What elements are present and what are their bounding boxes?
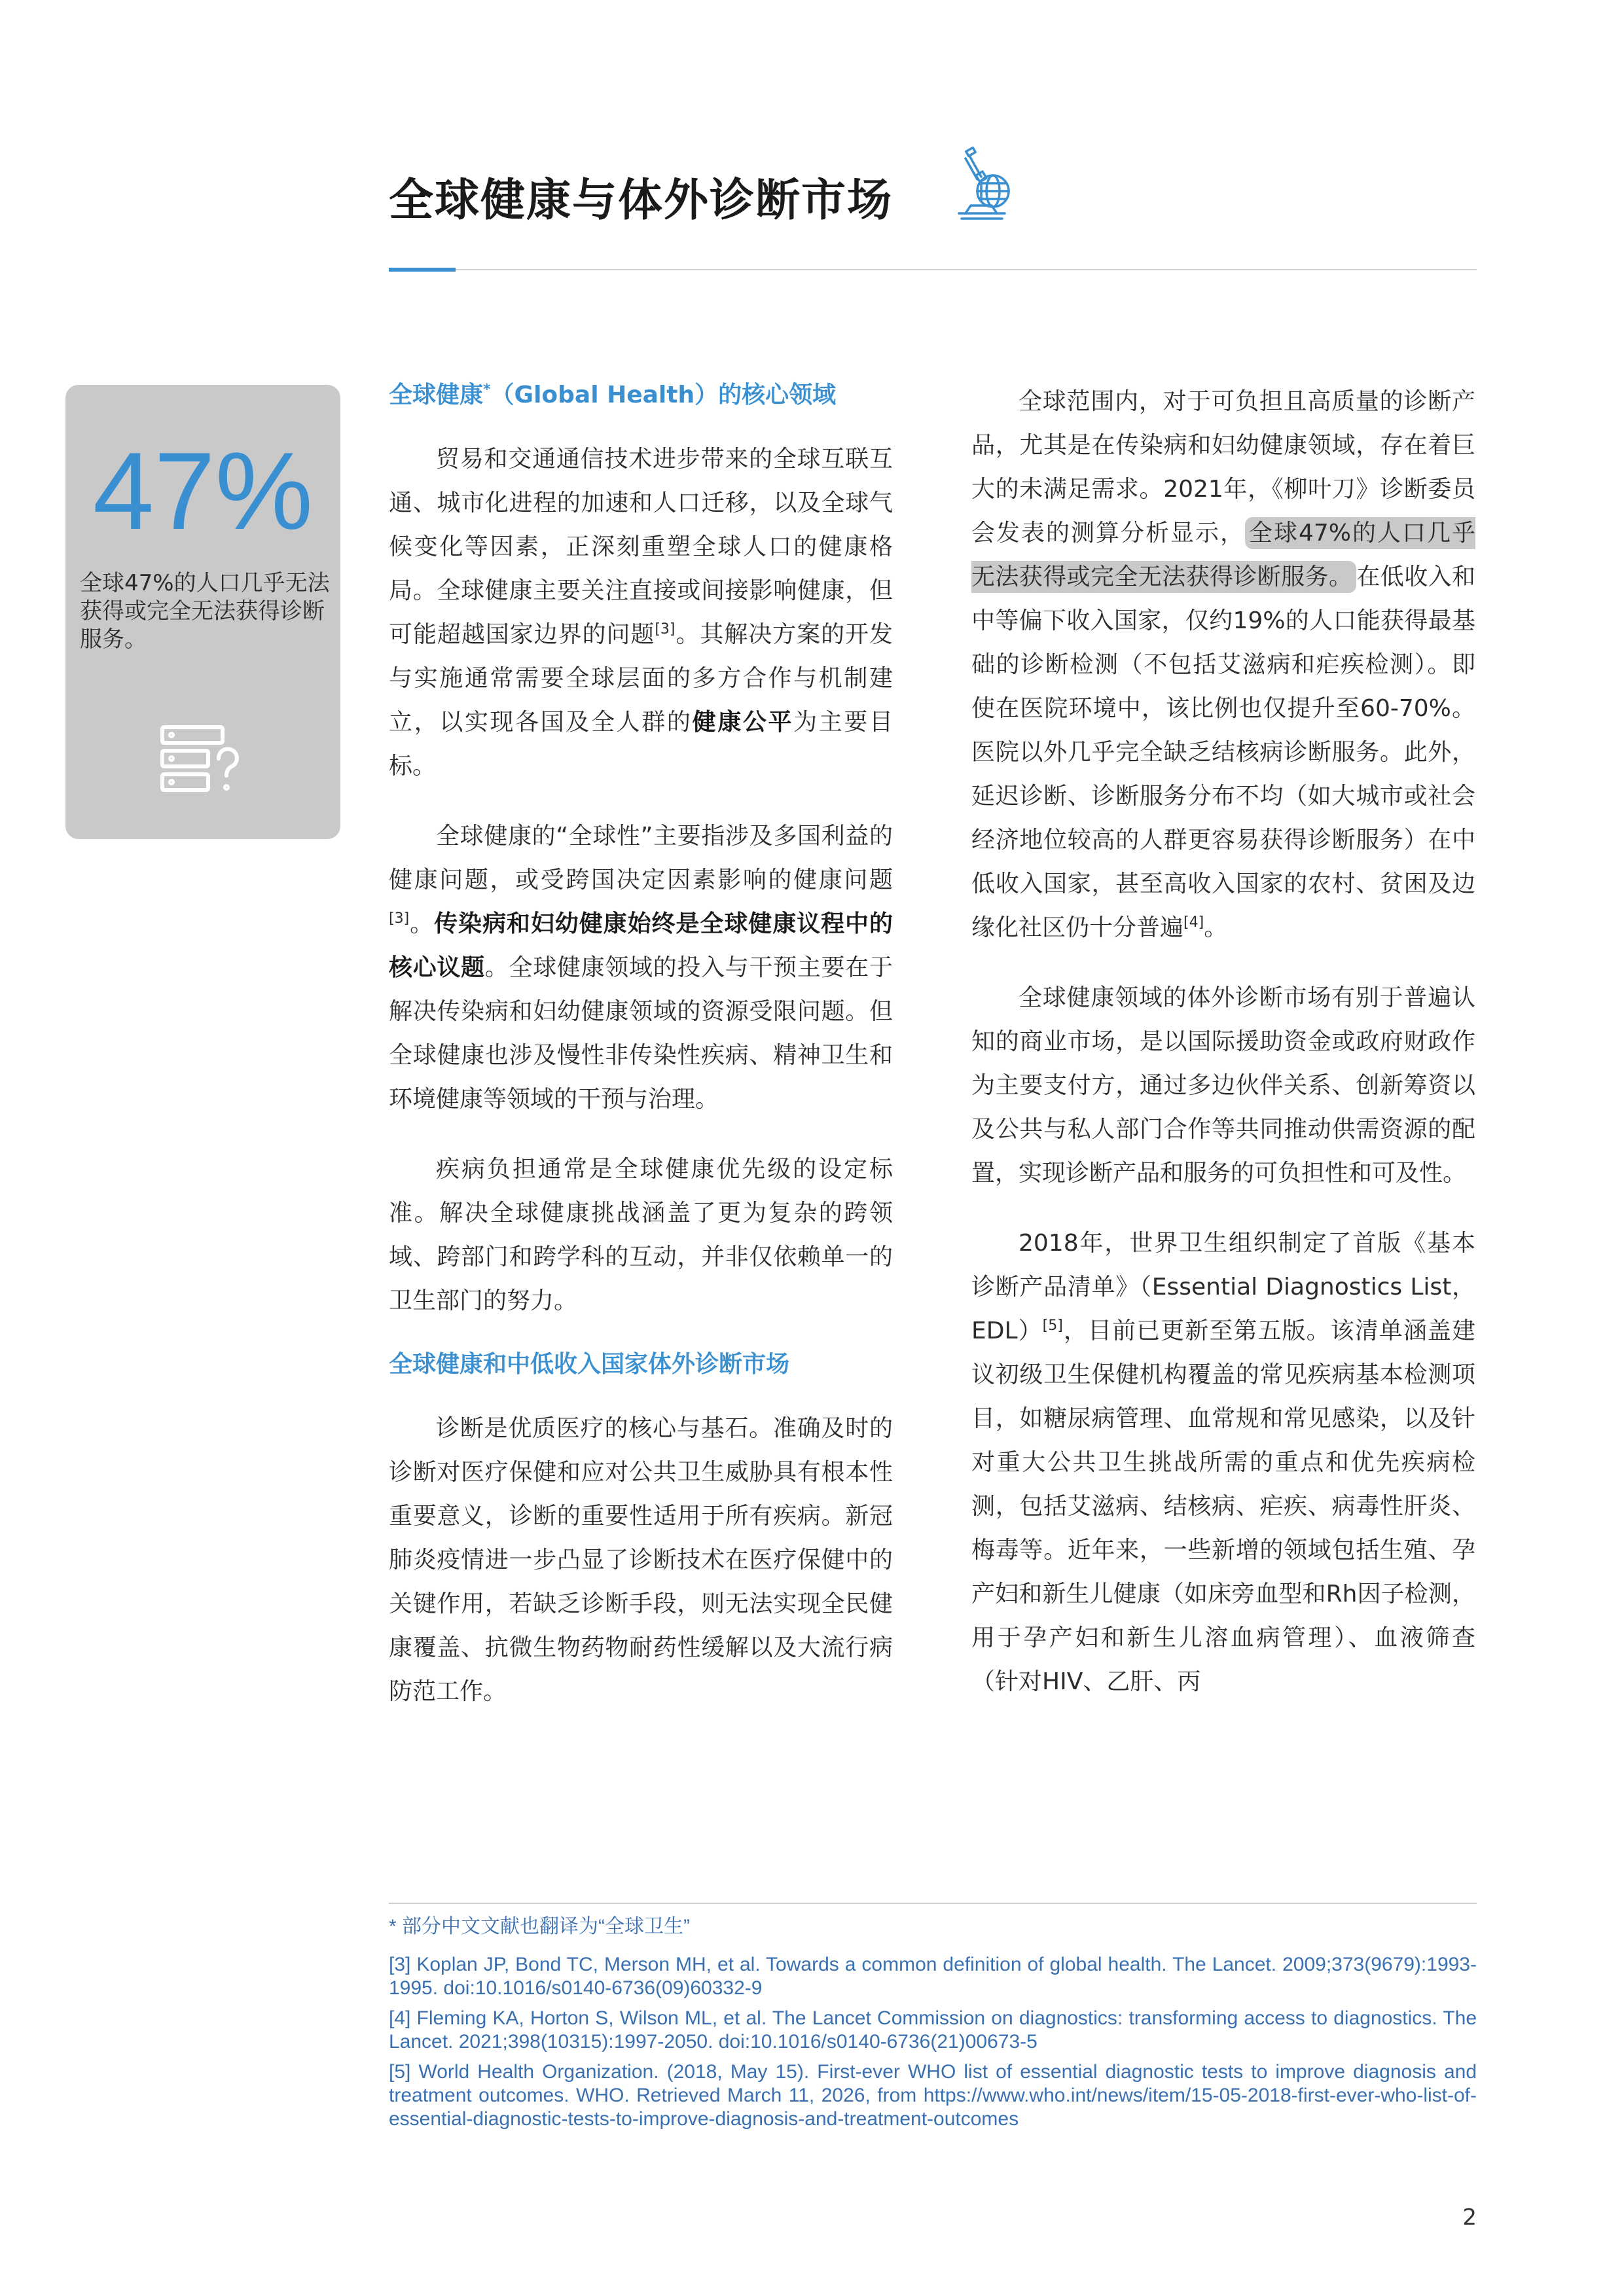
- footnote-star: * 部分中文文献也翻译为“全球卫生”: [389, 1916, 690, 1937]
- section-heading-global-health: 全球健康*（Global Health）的核心领域: [389, 382, 837, 408]
- paragraph: 全球范围内，对于可负担且高质量的诊断产品，尤其是在传染病和妇幼健康领域，存在着巨大的未满足需求。2021年，《柳叶刀》诊断委员会发表的测算分析显示， 全球47%的人口几乎无法获得或完全无法获得诊断服务。 在低收入和中等偏下收入国家，仅约19%的人口能获得最基础的诊断检测（不包括艾滋病和疟疾检测）。即使在医院环境中，该比例也仅提升至60-70%。医院以外几乎完全缺乏结核病诊断服务。此外，延迟诊断、诊断服务分布不均（如大城市或社会经济地位较高的人群更容易获得诊断服务）在中低收入国家，甚至高收入国家的农村、贫困及边缘化社区仍十分普遍[4]。: [971, 388, 1475, 941]
- paragraph: 诊断是优质医疗的核心与基石。准确及时的诊断对医疗保健和应对公共卫生威胁具有根本性重要意义，诊断的重要性适用于所有疾病。新冠肺炎疫情进一步凸显了诊断技术在医疗保健中的关键作用，若缺乏诊断手段，则无法实现全民健康覆盖、抗微生物药物耐药性缓解以及大流行病防范工作。: [389, 1415, 893, 1705]
- paragraph: 全球健康领域的体外诊断市场有别于普遍认知的商业市场，是以国际援助资金或政府财政作为主要支付方，通过多边伙伴关系、创新筹资以及公共与私人部门合作等共同推动供需资源的配置，实现诊断产品和服务的可负担性和可及性。: [971, 984, 1475, 1187]
- citation: [3]: [655, 621, 676, 637]
- highlighted-statistic: 全球47%的人口几乎无法获得或完全无法获得诊断服务。: [971, 517, 1475, 593]
- citation: [4]: [1183, 914, 1204, 931]
- page-title: 全球健康与体外诊断市场: [389, 175, 893, 226]
- right-column: [971, 380, 1475, 1730]
- stat-number: 47%: [92, 429, 314, 552]
- paragraph: 疾病负担通常是全球健康优先级的设定标准。解决全球健康挑战涵盖了更为复杂的跨领域、跨部门和跨学科的互动，并非仅依赖单一的卫生部门的努力。: [389, 1156, 893, 1314]
- citation: [5]: [1042, 1318, 1063, 1334]
- footnote-ref-3: [3] Koplan JP, Bond TC, Merson MH, et al. Towards a common definition of global health. The Lancet. 2009;373(9679):1993-1995. doi:10.1016/s0140-6736(09)60332-9: [389, 1954, 1477, 1999]
- left-column: [389, 380, 893, 1740]
- stat-card: [65, 385, 340, 839]
- footnote-divider: [389, 1903, 1477, 1904]
- paragraph: 2018年，世界卫生组织制定了首版《基本诊断产品清单》（Essential Diagnostics List，EDL）[5]，目前已更新至第五版。该清单涵盖建议初级卫生保健机构覆盖的常见疾病基本检测项目，如糖尿病管理、血常规和常见感染，以及针对重大公共卫生挑战所需的重点和优先疾病检测，包括艾滋病、结核病、疟疾、病毒性肝炎、梅毒等。近年来，一些新增的领域包括生殖、孕产妇和新生儿健康（如床旁血型和Rh因子检测，用于孕产妇和新生儿溶血病管理）、血液筛查（针对HIV、乙肝、丙: [971, 1230, 1475, 1695]
- page-number: 2: [1462, 2204, 1477, 2231]
- footnote-ref-5: [5] World Health Organization. (2018, May 15). First-ever WHO list of essential diagnostic tests to improve diagnosis and treatment outcomes. WHO. Retrieved March 11, 2026, from https://www.who.int/news/item/15-05-2018-first-ever-who-list-of-essential-diagnostic-tests-to-improve-diagnosis-and-treatment-outcomes: [389, 2061, 1477, 2130]
- title-divider-accent: [389, 268, 456, 272]
- microscope-globe-icon: [952, 145, 1018, 230]
- footnotes: [389, 1915, 1477, 2138]
- paragraph: 全球健康的“全球性”主要指涉及多国利益的健康问题，或受跨国决定因素影响的健康问题[3]。传染病和妇幼健康始终是全球健康议程中的核心议题。全球健康领域的投入与干预主要在于解决传染病和妇幼健康领域的资源受限问题。但全球健康也涉及慢性非传染性疾病、精神卫生和环境健康等领域的干预与治理。: [389, 823, 893, 1113]
- citation: [3]: [389, 910, 410, 927]
- stat-description: 全球47%的人口几乎无法获得或完全无法获得诊断服务。: [80, 570, 330, 653]
- section-heading-lmic-ivd-market: 全球健康和中低收入国家体外诊断市场: [389, 1351, 790, 1378]
- footnote-ref-4: [4] Fleming KA, Horton S, Wilson ML, et al. The Lancet Commission on diagnostics: transforming access to diagnostics. The Lancet. 2021;398(10315):1997-2050. doi:10.1016/s0140-6736(21)00673-5: [389, 2007, 1477, 2053]
- title-divider: [389, 269, 1477, 270]
- list-question-icon: [157, 722, 249, 800]
- paragraph: 贸易和交通通信技术进步带来的全球互联互通、城市化进程的加速和人口迁移，以及全球气候变化等因素，正深刻重塑全球人口的健康格局。全球健康主要关注直接或间接影响健康，但可能超越国家边界的问题[3]。其解决方案的开发与实施通常需要全球层面的多方合作与机制建立，以实现各国及全人群的健康公平为主要目标。: [389, 446, 893, 780]
